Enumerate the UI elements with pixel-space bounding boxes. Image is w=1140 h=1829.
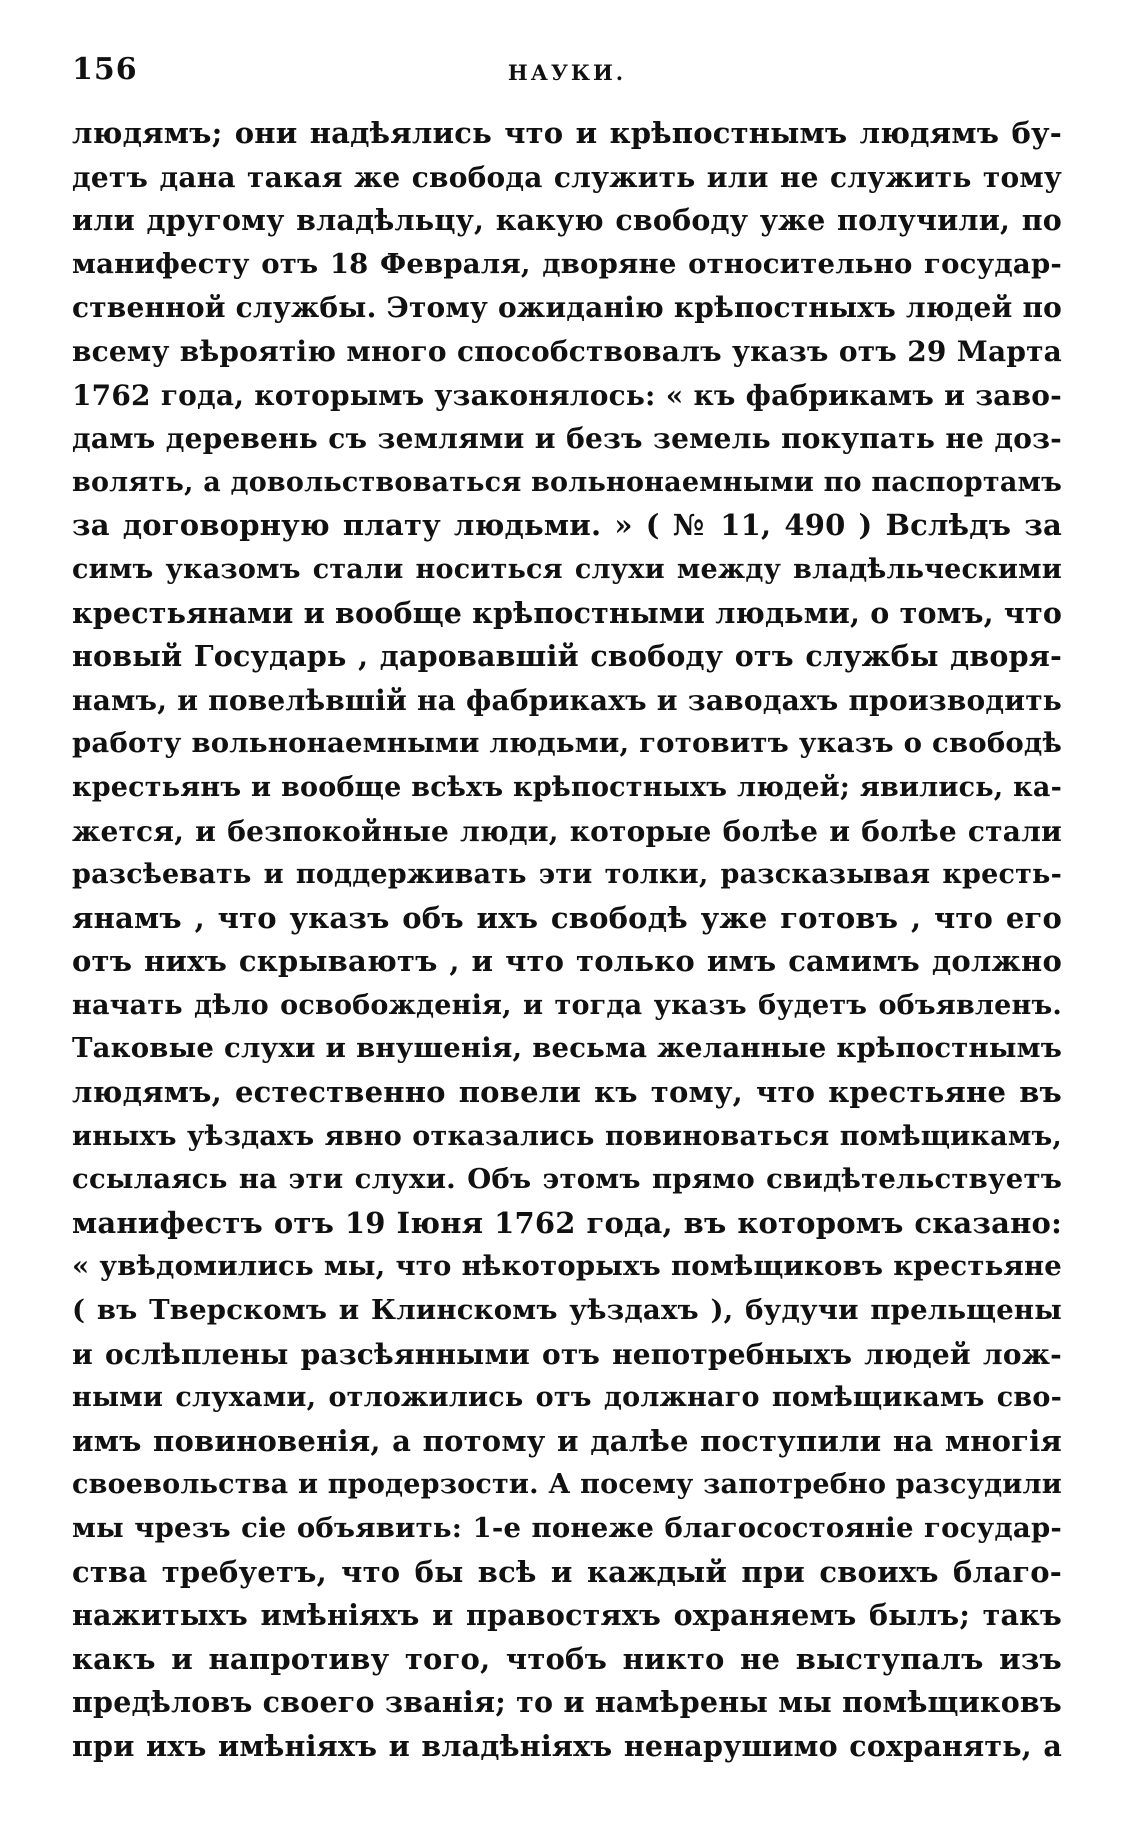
text-line: янамъ , что указъ объ ихъ свободѣ уже готовъ , что его <box>72 900 1062 935</box>
text-line: за договорную плату людьми. » ( № 11, 490 ) Вслѣдъ за <box>72 508 1062 543</box>
text-line: и ослѣплены разсѣянными отъ непотребныхъ людей лож- <box>72 1337 1062 1371</box>
text-line: нажитыхъ имѣніяхъ и правостяхъ охраняемъ былъ; такъ <box>72 1598 1062 1633</box>
page-header <box>72 52 1062 92</box>
text-line: ства требуетъ, что бы всѣ и каждый при своихъ благо- <box>72 1554 1062 1589</box>
text-line: дамъ деревень съ землями и безъ земель покупать не доз- <box>72 422 1062 456</box>
text-line: отъ нихъ скрываютъ , и что только имъ самимъ должно <box>72 944 1062 979</box>
text-line: имъ повиновенія, а потому и далѣе поступили на многія <box>72 1423 1062 1458</box>
text-line: крестьянами и вообще крѣпостными людьми, о томъ, что <box>72 595 1062 630</box>
text-line: ссылаясь на эти слухи. Объ этомъ прямо свидѣтельствуетъ <box>72 1163 1062 1196</box>
text-line: всему вѣроятію много способствовалъ указъ отъ 29 Марта <box>72 334 1062 368</box>
text-line: ными слухами, отложились отъ должнаго помѣщикамъ сво- <box>72 1382 1062 1414</box>
text-line: работу вольнонаемными людьми, готовитъ указъ о свободѣ <box>72 727 1062 760</box>
text-line: мы чрезъ сіе объявить: 1-е понеже благосостояніе государ- <box>72 1512 1062 1544</box>
text-line: волять, а довольствоваться вольнонаемными по паспортамъ <box>72 466 1062 498</box>
text-line: намъ, и повелѣвшій на фабрикахъ и заводахъ производить <box>72 683 1062 717</box>
text-line: своевольства и продерзости. А посему запотребно разсудили <box>72 1469 1062 1501</box>
text-line: людямъ, естественно повели къ тому, что крестьяне въ <box>72 1075 1062 1110</box>
text-line: 1762 года, которымъ узаконялось: « къ фабрикамъ и заво- <box>72 378 1062 412</box>
text-line: разсѣевать и поддерживать эти толки, разсказывая кресть- <box>72 859 1062 891</box>
page-number: 156 <box>72 52 138 87</box>
text-line: манифесту отъ 18 Февраля, дворяне относительно государ- <box>72 247 1062 280</box>
text-line: новый Государь , даровавшій свободу отъ службы дворя- <box>72 639 1062 674</box>
text-line: какъ и напротиву того, чтобъ никто не выступалъ изъ <box>72 1641 1062 1676</box>
text-line: « увѣдомились мы, что нѣкоторыхъ помѣщиковъ крестьяне <box>72 1250 1062 1283</box>
text-line: жется, и безпокойные люди, которые болѣе и болѣе стали <box>72 814 1062 848</box>
text-line: ственной службы. Этому ожиданію крѣпостныхъ людей по <box>72 291 1062 325</box>
text-line: манифестъ отъ 19 Іюня 1762 года, въ которомъ сказано: <box>72 1205 1062 1240</box>
text-line: предѣловъ своего званія; то и намѣрены мы помѣщиковъ <box>72 1685 1062 1720</box>
text-line: Таковые слухи и внушенія, весьма желанные крѣпостнымъ <box>72 1032 1062 1065</box>
body-text <box>72 112 1062 1769</box>
text-line: начать дѣло освобожденія, и тогда указъ будетъ объявленъ. <box>72 989 1062 1021</box>
running-head: НАУКИ. <box>507 60 627 85</box>
text-line: детъ дана такая же свобода служить или не служить тому <box>72 160 1062 194</box>
text-line: людямъ; они надѣялись что и крѣпостнымъ людямъ бу- <box>72 116 1062 150</box>
text-line: при ихъ имѣніяхъ и владѣніяхъ ненарушимо сохранять, а <box>72 1728 1062 1763</box>
text-line: иныхъ уѣздахъ явно отказались повиноваться помѣщикамъ, <box>72 1120 1062 1152</box>
text-line: симъ указомъ стали носиться слухи между владѣльческими <box>72 553 1062 585</box>
text-line: или другому владѣльцу, какую свободу уже получили, по <box>72 203 1062 238</box>
text-line: ( въ Тверскомъ и Клинскомъ уѣздахъ ), будучи прельщены <box>72 1294 1062 1327</box>
text-line: крестьянъ и вообще всѣхъ крѣпостныхъ людей; явились, ка- <box>72 771 1062 803</box>
